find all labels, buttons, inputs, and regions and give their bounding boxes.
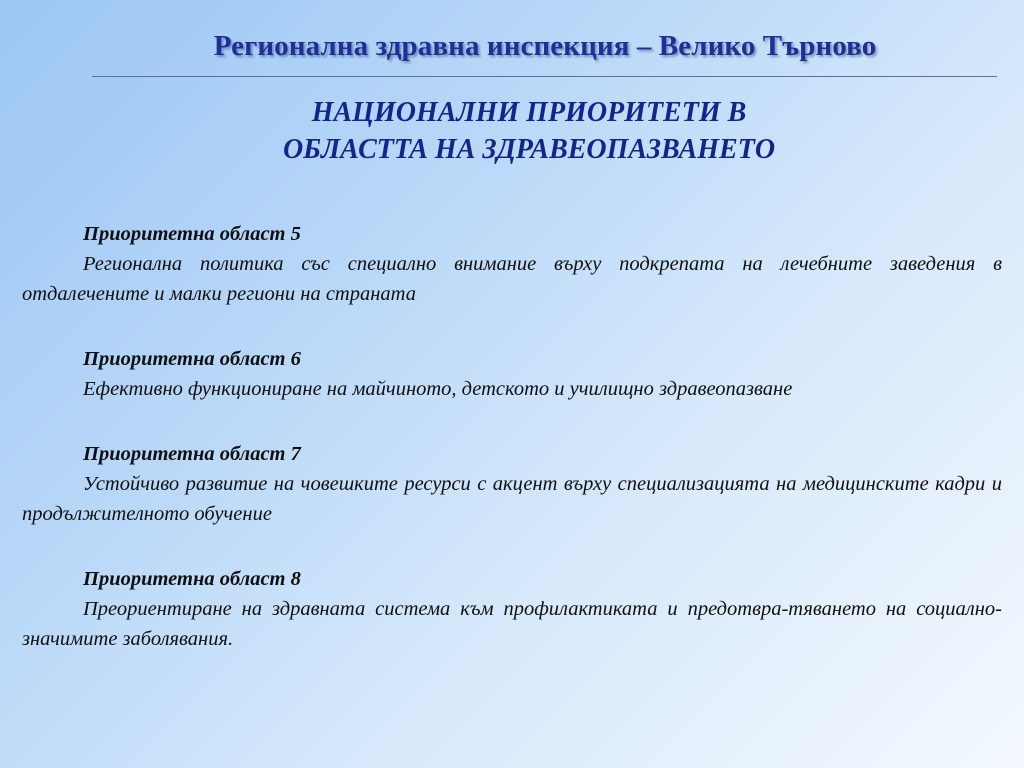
page-title	[0, 94, 1024, 168]
priority-area-heading: Приоритетна област 5	[83, 223, 301, 245]
priority-area-description: Преориентиране на здравната система към профилактиката и предотвра-тяването на социално-значимите заболявания.	[22, 598, 1002, 650]
priority-area-description: Регионална политика със специално внимание върху подкрепата на лечебните заведения в отдалечените и малки региони на страната	[22, 253, 1002, 305]
page-title-line-2: ОБЛАСТТА НА ЗДРАВЕОПАЗВАНЕТО	[282, 134, 776, 165]
priority-area-7	[22, 439, 1002, 529]
priority-area-6	[22, 344, 1002, 404]
priority-area-8	[22, 564, 1002, 654]
priority-area-heading: Приоритетна област 8	[83, 568, 301, 590]
priority-area-description: Устойчиво развитие на човешките ресурси с акцент върху специализацията на медицинските кадри и продължителното обучение	[22, 473, 1002, 525]
priority-areas-list	[22, 219, 1002, 689]
header-divider	[92, 76, 997, 77]
priority-area-5	[22, 219, 1002, 309]
priority-area-heading: Приоритетна област 7	[83, 443, 301, 465]
priority-area-heading: Приоритетна област 6	[83, 348, 301, 370]
organization-title: Регионална здравна инспекция – Велико Търново	[213, 30, 877, 62]
page-title-line-1: НАЦИОНАЛНИ ПРИОРИТЕТИ В	[311, 97, 747, 128]
priority-area-description: Ефективно функциониране на майчиното, детското и училищно здравеопазване	[83, 378, 793, 400]
